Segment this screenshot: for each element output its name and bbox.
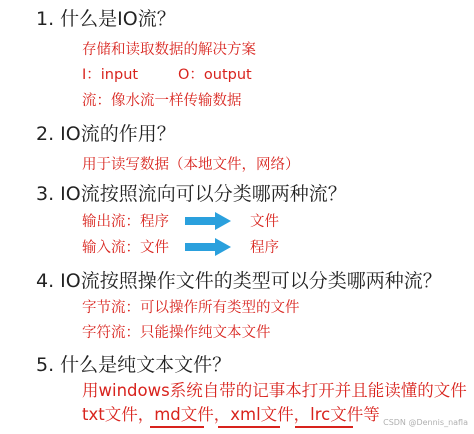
plain-text-definition: 用windows系统自带的记事本打开并且能读懂的文件	[82, 381, 467, 400]
byte-stream-description: 字节流：可以操作所有类型的文件	[82, 300, 300, 316]
question-1-answer-line-3: 流：像水流一样传输数据	[82, 93, 242, 109]
watermark: CSDN @Dennis_nafla	[383, 418, 468, 427]
output-stream-target: 文件	[250, 214, 279, 230]
question-1-answer-line-1: 存储和读取数据的解决方案	[82, 42, 256, 58]
question-5-title: 5. 什么是纯文本文件？	[36, 354, 232, 376]
question-4-title: 4. IO流按照操作文件的类型可以分类哪两种流？	[36, 270, 442, 292]
input-stream-label: 输入流：文件	[82, 240, 169, 256]
lrc-underline	[295, 426, 353, 428]
md-underline	[150, 426, 204, 428]
question-1-title: 1. 什么是IO流？	[36, 8, 176, 30]
arrow-right-icon	[183, 211, 233, 231]
question-3-title: 3. IO流按照流向可以分类哪两种流？	[36, 183, 347, 205]
plain-text-examples: txt文件，md文件，xml文件，lrc文件等	[82, 405, 380, 424]
question-1-answer-output: O：output	[178, 67, 252, 83]
arrow-right-icon	[183, 237, 233, 257]
xml-underline	[218, 426, 280, 428]
output-stream-label: 输出流：程序	[82, 214, 169, 230]
question-1-answer-input: I：input	[82, 67, 139, 83]
input-stream-target: 程序	[250, 240, 279, 256]
question-2-title: 2. IO流的作用？	[36, 123, 176, 145]
question-2-answer-line-1: 用于读写数据（本地文件，网络）	[82, 157, 300, 173]
char-stream-description: 字符流：只能操作纯文本文件	[82, 325, 271, 341]
